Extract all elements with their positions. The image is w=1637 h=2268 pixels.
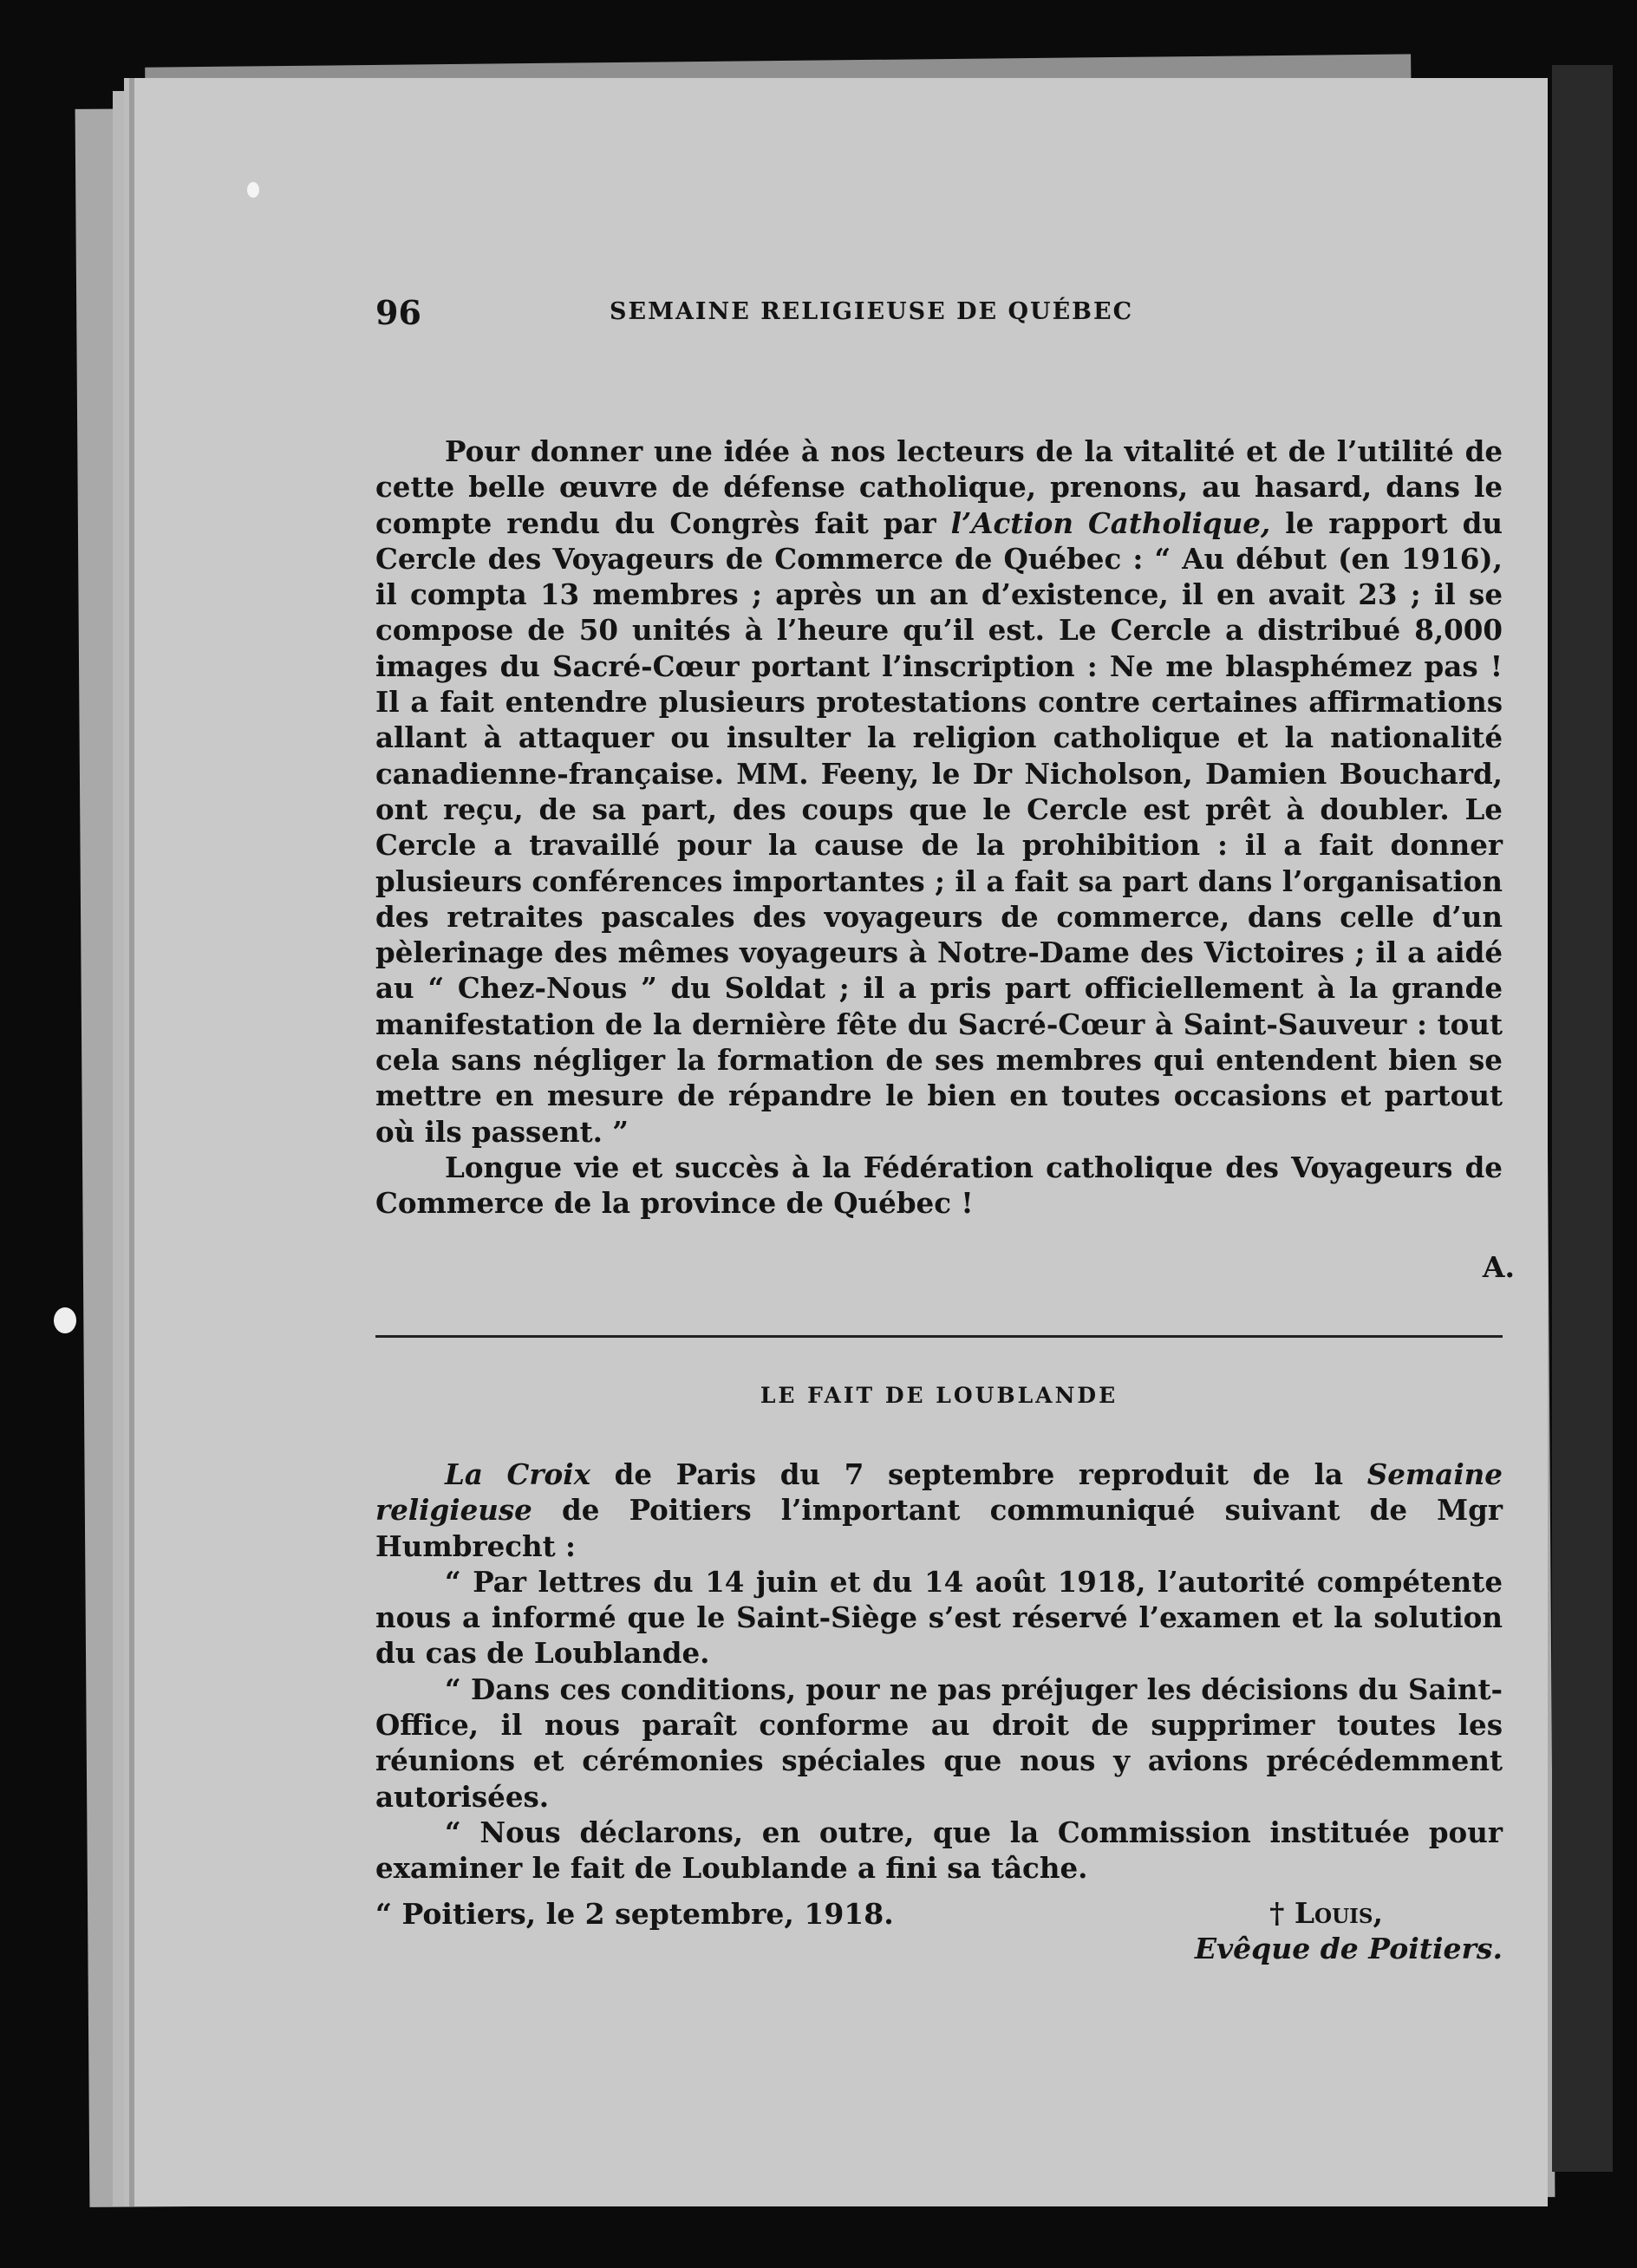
article-loublande	[375, 1457, 1503, 1887]
dust-speck	[54, 1307, 76, 1333]
publication-name: l’Action Catholique,	[950, 505, 1271, 540]
quoted-paragraph: “ Par lettres du 14 juin et du 14 août 1918, l’autorité compétente nous a informé que le Saint-Siège s’est réservé l’examen et la solution du cas de Loublande.	[375, 1564, 1503, 1671]
paragraph-text: de Poitiers l’important communiqué suivant de Mgr Humbrecht :	[375, 1493, 1503, 1563]
journal-title: SEMAINE RELIGIEUSE DE QUÉBEC	[610, 298, 1134, 325]
quoted-paragraph: “ Nous déclarons, en outre, que la Commission instituée pour examiner le fait de Loublande a fini sa tâche.	[375, 1815, 1503, 1886]
article-paragraph	[375, 433, 1503, 1150]
article-voyageurs	[375, 433, 1503, 1222]
paragraph-text: le rapport du Cercle des Voyageurs de Commerce de Québec : “ Au début (en 1916), il compta 13 membres ; après un an d’existence, il en avait 23 ; il se compose de 50 unités à l’heure qu’il est. Le Cercle a distribué 8,000 images du Sacré-Cœur portant l’inscription : Ne me blasphémez pas ! Il a fait entendre plusieurs protestations contre certaines affirmations allant à attaquer ou insulter la religion catholique et la nationalité canadienne-française. MM. Feeny, le Dr Nicholson, Damien Bouchard, ont reçu, de sa part, des coups que le Cercle est prêt à doubler. Le Cercle a travaillé pour la cause de la prohibition : il a fait donner plusieurs conférences importantes ; il a fait sa part dans l’organisation des retraites pascales des voyageurs de commerce, dans celle d’un pèlerinage des mêmes voyageurs à Notre-Dame des Victoires ; il a aidé au “ Chez-Nous ” du Soldat ; il a pris part officiellement à la grande manifestation de la dernière fête du Sacré-Cœur à Saint-Sauveur : tout cela sans négliger la formation de ses membres qui entendent bien se mettre en mesure de répandre le bien en toutes occasions et partout où ils passent. ”	[375, 505, 1503, 1149]
page-number: 96	[375, 293, 421, 332]
dateline: “ Poitiers, le 2 septembre, 1918.	[375, 1897, 894, 1931]
article-paragraph: Longue vie et succès à la Fédération catholique des Voyageurs de Commerce de la province de Québec !	[375, 1150, 1503, 1221]
publication-name: La Croix	[445, 1457, 590, 1491]
document-page	[134, 78, 1548, 2206]
article-paragraph	[375, 1457, 1503, 1564]
paragraph-text: Pour donner une idée à nos lecteurs de la vitalité et de l’utilité de cette belle œuvre de défense catholique, prenons, au hasard, dans le compte rendu du Congrès fait par	[375, 434, 1503, 540]
quoted-paragraph: “ Dans ces conditions, pour ne pas préjuger les décisions du Saint-Office, il nous paraît conforme au droit de supprimer toutes les réunions et cérémonies spéciales que nous y avions précédemment autorisées.	[375, 1672, 1503, 1814]
publication-name: Semaine religieuse	[375, 1457, 1503, 1528]
article-signature: A.	[1482, 1250, 1515, 1284]
paragraph-text: de Paris du 7 septembre reproduit de la	[590, 1457, 1367, 1491]
signer-title: Evêque de Poitiers.	[1194, 1932, 1503, 1965]
dust-speck	[247, 182, 259, 198]
section-divider	[375, 1335, 1503, 1338]
running-header	[375, 293, 1503, 345]
signer-name: † Louis,	[1269, 1896, 1383, 1930]
binding-edge	[1552, 65, 1613, 2172]
section-title: LE FAIT DE LOUBLANDE	[760, 1383, 1119, 1408]
